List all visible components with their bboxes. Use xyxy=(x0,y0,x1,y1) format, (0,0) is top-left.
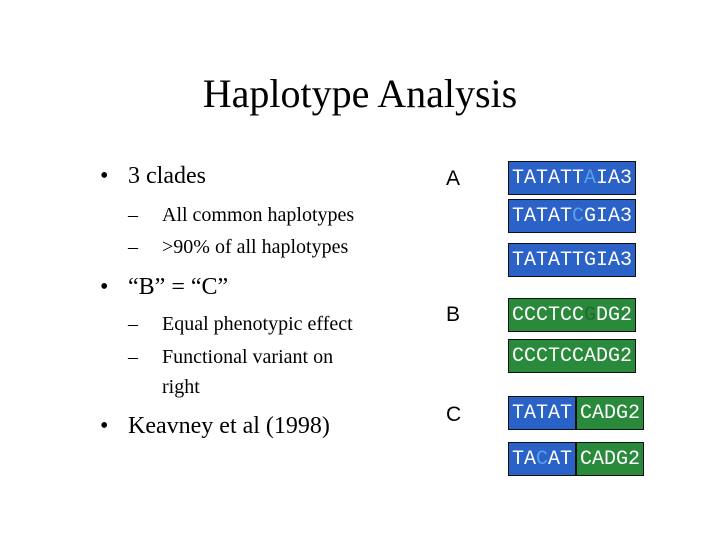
sub-marker: – xyxy=(128,346,138,368)
bullet-text: 3 clades xyxy=(128,163,206,189)
subbullet-functional-variant-cont: right xyxy=(162,376,200,398)
haplotype-b1 xyxy=(508,298,636,332)
bullet-marker: • xyxy=(100,413,109,439)
bullet-3-clades xyxy=(100,163,206,190)
sub-marker: – xyxy=(128,236,138,258)
sequence-segment: CCCTCCGDG2 xyxy=(508,298,636,332)
sequence-segment-blue: TATAT xyxy=(508,396,576,430)
haplotype-a3 xyxy=(508,243,636,277)
clade-label-a: A xyxy=(446,167,461,190)
sequence-segment: TATATCGIA3 xyxy=(508,199,636,233)
bullet-marker: • xyxy=(100,274,109,300)
sequence-segment-green: CADG2 xyxy=(576,396,644,430)
bullet-text: “B” = “C” xyxy=(128,274,229,300)
slide-title: Haplotype Analysis xyxy=(202,71,518,116)
bullet-keavney xyxy=(100,413,330,440)
subbullet-text: Equal phenotypic effect xyxy=(162,313,353,335)
sequence-segment: CCCTCCADG2 xyxy=(508,339,636,373)
clade-label-c: C xyxy=(446,403,462,426)
bullet-b-equals-c xyxy=(100,274,228,301)
subbullet-90-percent xyxy=(128,236,348,259)
haplotype-b2 xyxy=(508,339,636,373)
subbullet-text: >90% of all haplotypes xyxy=(162,236,349,258)
sequence-segment: TATATTGIA3 xyxy=(508,243,636,277)
subbullet-functional-variant xyxy=(128,346,333,369)
sequence-segment-green: CADG2 xyxy=(576,442,644,476)
haplotype-c2 xyxy=(508,442,644,476)
subbullet-equal-effect xyxy=(128,313,353,336)
subbullet-common-haplotypes xyxy=(128,204,354,227)
sequence-segment-blue: TACAT xyxy=(508,442,576,476)
clade-label-b: B xyxy=(446,303,461,326)
sub-marker: – xyxy=(128,313,138,335)
haplotype-a1 xyxy=(508,161,636,195)
sub-marker: – xyxy=(128,204,138,226)
subbullet-text: All common haplotypes xyxy=(162,204,355,226)
bullet-text: Keavney et al (1998) xyxy=(128,413,330,439)
subbullet-text: Functional variant on xyxy=(162,346,334,368)
sequence-segment: TATATTAIA3 xyxy=(508,161,636,195)
bullet-marker: • xyxy=(100,163,109,189)
haplotype-a2 xyxy=(508,199,636,233)
haplotype-c1 xyxy=(508,396,644,430)
